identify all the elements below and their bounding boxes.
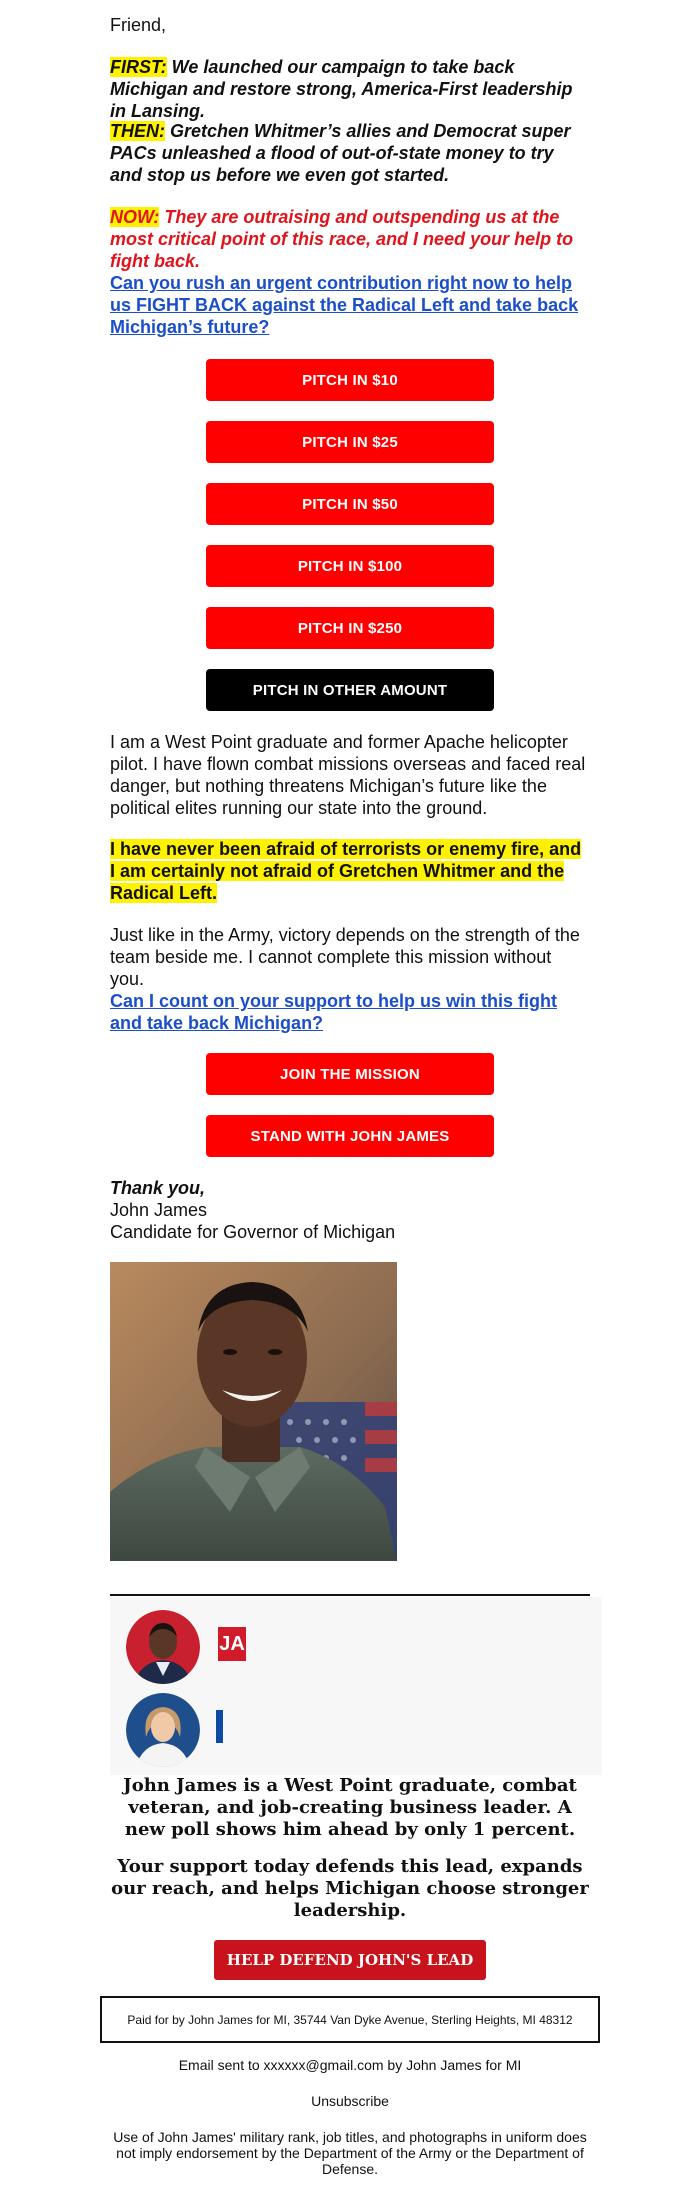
first-label: FIRST:: [110, 57, 167, 77]
military-disclaimer: Use of John James' military rank, job titles, and photographs in uniform does not imply endorsement by the Department of the Army or the Department of Defense.: [113, 2129, 587, 2177]
poll-paragraph-2: Your support today defends this lead, expands our reach, and helps Michigan choose stronger leadership.: [111, 1856, 589, 1921]
signoff-name: John James: [110, 1200, 208, 1220]
john-james-avatar: [126, 1610, 200, 1684]
then-paragraph: [110, 120, 590, 186]
highlight-paragraph: [110, 838, 590, 904]
poll-paragraph-1: John James is a West Point graduate, combat veteran, and job-creating business leader. A new poll shows him ahead by only 1 percent.: [123, 1775, 577, 1840]
support-link[interactable]: Can I count on your support to help us win this fight and take back Michigan?: [110, 991, 557, 1033]
ja-logo-badge: JA: [218, 1627, 246, 1661]
join-the-mission-button[interactable]: JOIN THE MISSION: [206, 1053, 494, 1095]
signoff-title: Candidate for Governor of Michigan: [110, 1222, 396, 1242]
pitch-in-50-button[interactable]: PITCH IN $50: [206, 483, 494, 525]
first-paragraph: [110, 56, 590, 122]
candidate-photo: [110, 1262, 397, 1561]
then-label: THEN:: [110, 121, 165, 141]
unsubscribe-link[interactable]: Unsubscribe: [311, 2093, 389, 2109]
blue-logo-bar: [216, 1710, 223, 1743]
bio-paragraph: I am a West Point graduate and former Apache helicopter pilot. I have flown combat missions overseas and faced real danger, but nothing threatens Michigan’s future like the political elites running our state into the ground.: [110, 732, 586, 818]
email-sent-notice: Email sent to xxxxxx@gmail.com by John James for MI: [178, 2057, 522, 2073]
help-defend-lead-button[interactable]: HELP DEFEND JOHN'S LEAD: [214, 1940, 486, 1980]
pitch-in-100-button[interactable]: PITCH IN $100: [206, 545, 494, 587]
now-label: NOW:: [110, 207, 160, 227]
then-text: Gretchen Whitmer’s allies and Democrat super PACs unleashed a flood of out-of-state money to try and stop us before we even got started.: [110, 121, 571, 185]
urgent-contribution-link[interactable]: Can you rush an urgent contribution right now to help us FIGHT BACK against the Radical Left and take back Michigan’s future?: [110, 273, 579, 337]
pitch-in-250-button[interactable]: PITCH IN $250: [206, 607, 494, 649]
pitch-in-25-button[interactable]: PITCH IN $25: [206, 421, 494, 463]
pitch-in-other-amount-button[interactable]: PITCH IN OTHER AMOUNT: [206, 669, 494, 711]
army-paragraph: Just like in the Army, victory depends on the strength of the team beside me. I cannot complete this mission without you.: [110, 925, 580, 989]
highlight-text: I have never been afraid of terrorists or enemy fire, and I am certainly not afraid of Gretchen Whitmer and the Radical Left.: [110, 839, 582, 903]
paid-for-disclaimer: Paid for by John James for MI, 35744 Van Dyke Avenue, Sterling Heights, MI 48312: [100, 1996, 600, 2043]
now-text: They are outraising and outspending us at the most critical point of this race, and I need your help to fight back.: [110, 207, 574, 271]
signoff-thanks: Thank you,: [110, 1178, 206, 1198]
running-mate-avatar: [126, 1693, 200, 1767]
section-divider: [110, 1594, 590, 1596]
greeting: Friend,: [110, 15, 167, 35]
stand-with-john-james-button[interactable]: STAND WITH JOHN JAMES: [206, 1115, 494, 1157]
pitch-in-10-button[interactable]: PITCH IN $10: [206, 359, 494, 401]
now-paragraph: [110, 206, 590, 272]
first-text: We launched our campaign to take back Michigan and restore strong, America-First leadership in Lansing.: [110, 57, 573, 121]
